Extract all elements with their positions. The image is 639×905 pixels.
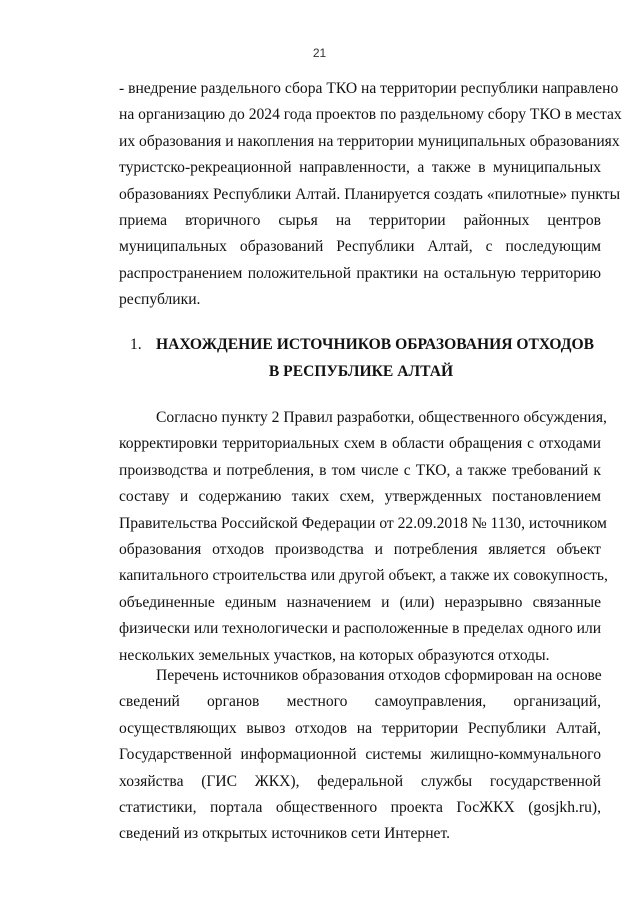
section-title-line1: НАХОЖДЕНИЕ ИСТОЧНИКОВ ОБРАЗОВАНИЯ ОТХОДОВ <box>156 336 594 353</box>
text-line: образованиях Республики Алтай. Планируется создать «пилотные» пункты <box>119 185 621 203</box>
text-line: образования отходов производства и потребления является объект <box>119 540 601 558</box>
text-line: Правительства Российской Федерации от 22.09.2018 № 1130, источником <box>119 514 607 532</box>
text-line: Перечень источников образования отходов сформирован на основе <box>156 667 602 684</box>
text-line: туристско-рекреационной направленности, а также в муниципальных <box>119 159 601 177</box>
section-heading-line1 <box>130 331 600 358</box>
page-number: 21 <box>312 46 327 60</box>
text-line: республики. <box>119 291 201 309</box>
text-line: нескольких земельных участков, на которых образуются отходы. <box>119 646 550 664</box>
section-number: 1. <box>130 336 142 353</box>
text-line: производства и потребления, в том числе с ТКО, а также требований к <box>119 461 601 479</box>
text-line: сведений органов местного самоуправления, организаций, <box>119 693 601 711</box>
section-heading <box>130 331 600 385</box>
text-line: Согласно пункту 2 Правил разработки, общественного обсуждения, <box>156 409 607 426</box>
text-line: - внедрение раздельного сбора ТКО на территории республики направлено <box>119 80 619 97</box>
intro-paragraph <box>119 76 622 314</box>
text-line: сведений из открытых источников сети Интернет. <box>119 825 451 843</box>
text-line: капитального строительства или другой объект, а также их совокупность, <box>119 567 608 585</box>
text-line: приема вторичного сырья на территории районных центров <box>119 211 601 229</box>
paragraph-sources-list <box>119 663 601 848</box>
text-line: осуществляющих вывоз отходов на территории Республики Алтай, <box>119 719 601 737</box>
text-line: Государственной информационной системы жилищно-коммунального <box>119 746 601 764</box>
text-line: их образования и накопления на территории муниципальных образованиях <box>119 132 620 150</box>
text-line: статистики, портала общественного проекта ГосЖКХ (gosjkh.ru), <box>119 798 601 816</box>
text-line: хозяйства (ГИС ЖКХ), федеральной службы государственной <box>119 772 601 790</box>
text-line: объединенные единым назначением и (или) неразрывно связанные <box>119 593 601 611</box>
text-line: на организацию до 2024 года проектов по раздельному сбору ТКО в местах <box>119 106 622 124</box>
text-line: муниципальных образований Республики Алтай, с последующим <box>119 238 601 256</box>
text-line: корректировки территориальных схем в области обращения с отходами <box>119 435 601 453</box>
text-line: распространением положительной практики на остальную территорию <box>119 264 601 282</box>
text-line: физически или технологически и расположенные в пределах одного или <box>119 620 602 638</box>
text-line: составу и содержанию таких схем, утвержденных постановлением <box>119 488 601 506</box>
section-title-line2: В РЕСПУБЛИКЕ АЛТАЙ <box>268 363 454 380</box>
paragraph-sources-definition <box>119 405 608 669</box>
